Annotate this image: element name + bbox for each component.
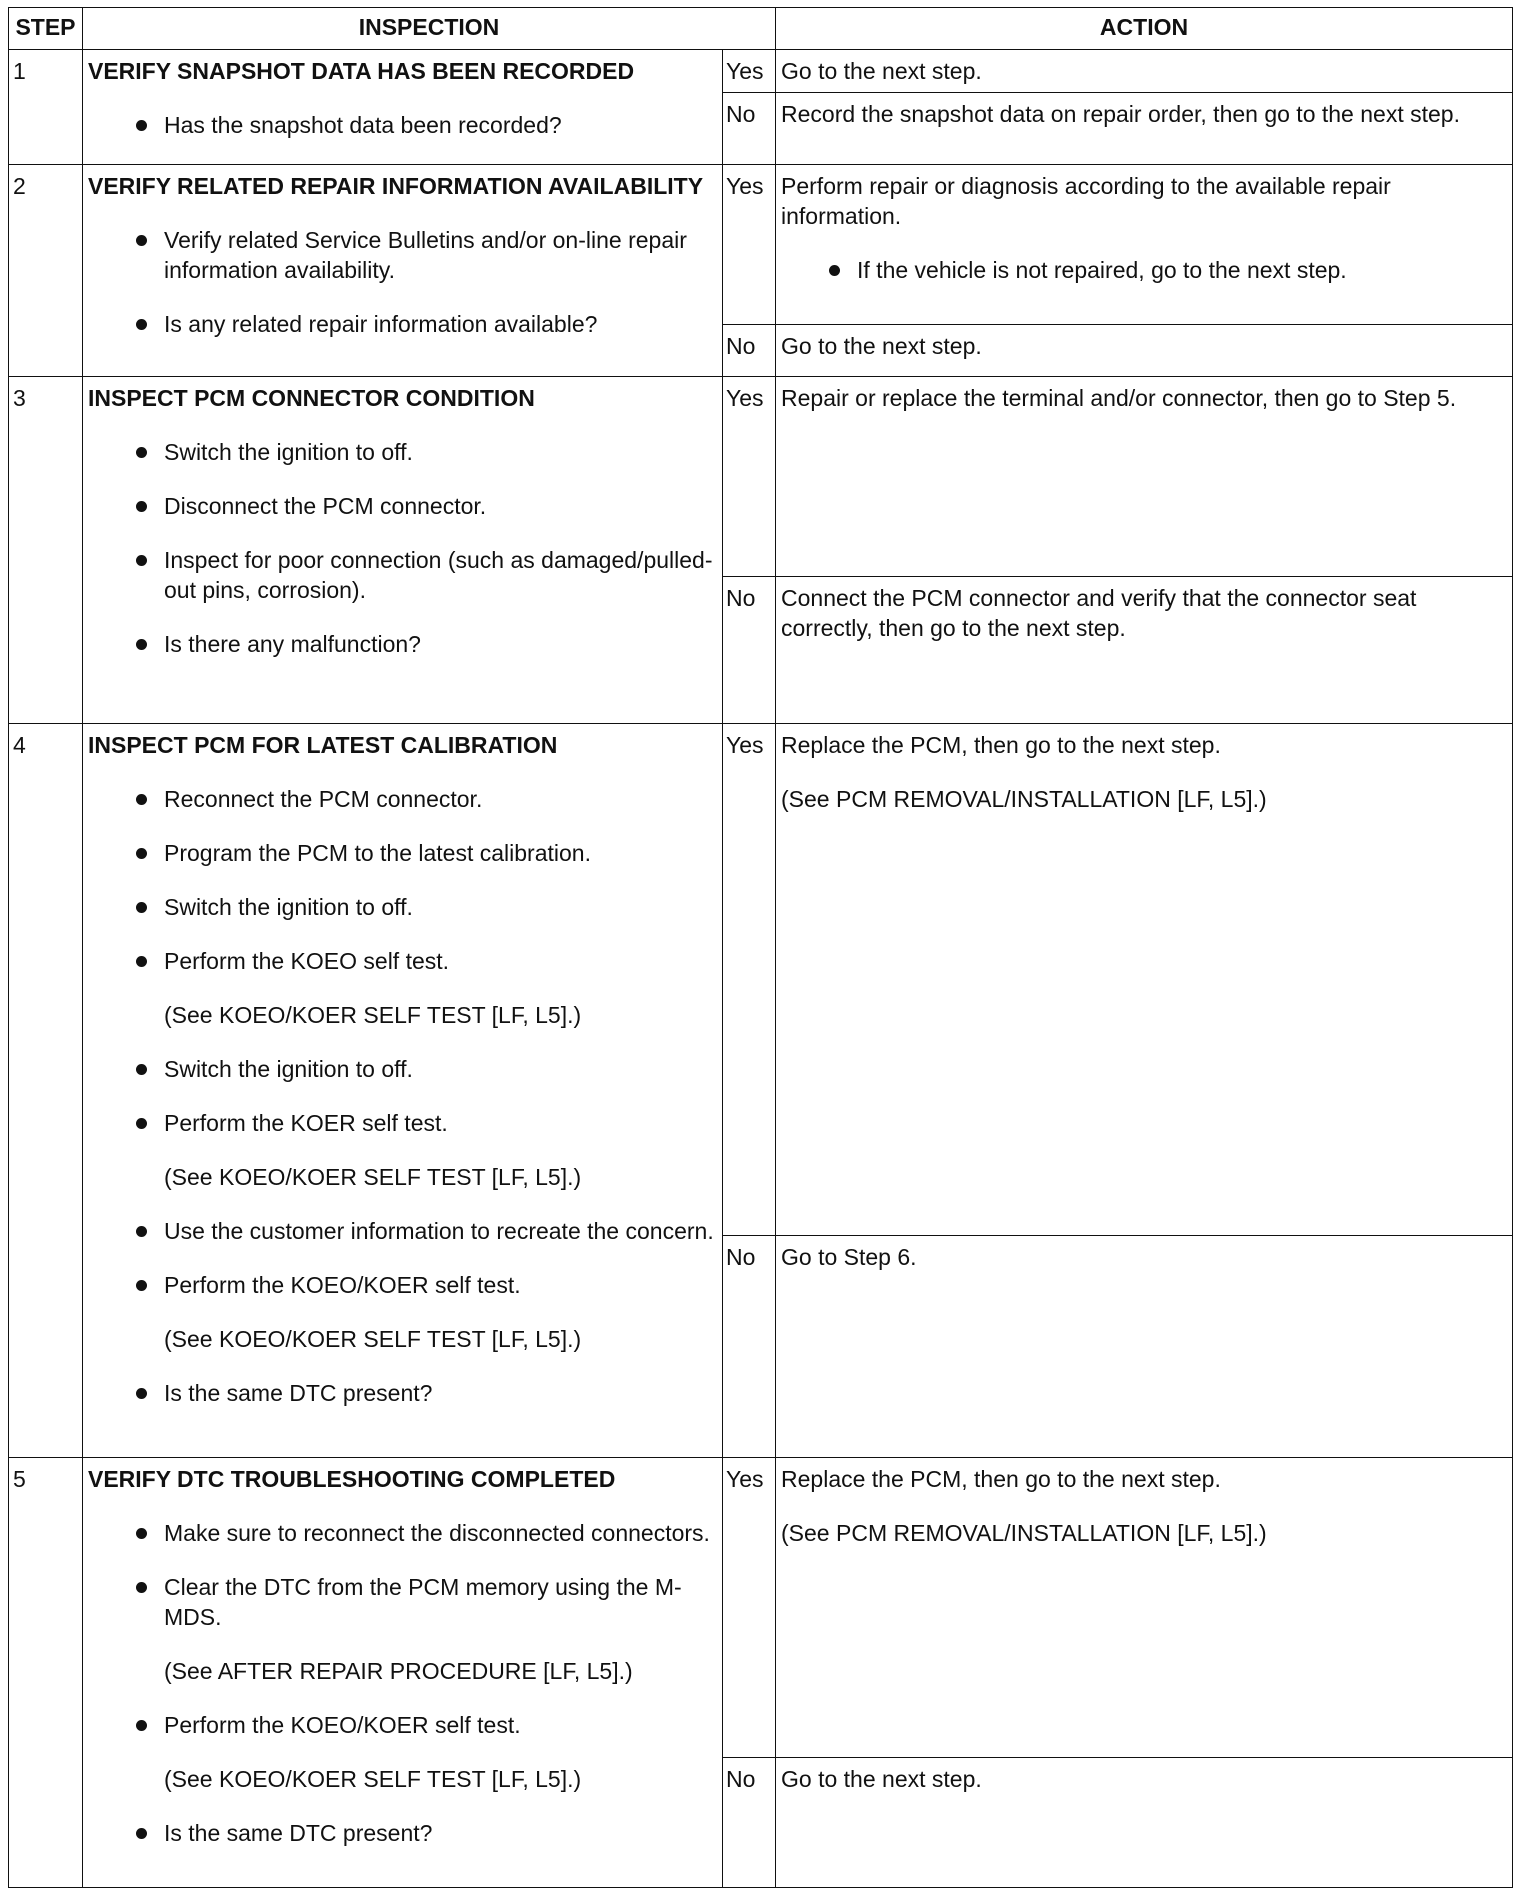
inspection-bullet: Is there any malfunction? (88, 629, 717, 659)
inspection-bullet: Perform the KOER self test. (88, 1108, 717, 1138)
step-4-yes-row (9, 724, 1513, 1236)
step-title: VERIFY RELATED REPAIR INFORMATION AVAILABILITY (88, 173, 704, 199)
no-action: Record the snapshot data on repair order, then go to the next step. (776, 93, 1513, 165)
inspection-bullet: Disconnect the PCM connector. (88, 491, 717, 521)
yes-action-bullet: If the vehicle is not repaired, go to the next step. (781, 255, 1507, 285)
inspection-bullet: Program the PCM to the latest calibration. (88, 838, 717, 868)
step-3-yes-row (9, 377, 1513, 577)
inspection-bullet: Perform the KOEO/KOER self test. (88, 1710, 717, 1740)
no-label: No (723, 325, 776, 377)
step-number: 1 (9, 50, 83, 165)
no-label: No (723, 1236, 776, 1458)
no-label: No (723, 93, 776, 165)
yes-action-text: Replace the PCM, then go to the next step. (781, 732, 1221, 758)
yes-label: Yes (723, 724, 776, 1236)
yes-label: Yes (723, 1458, 776, 1758)
no-label: No (723, 577, 776, 724)
inspection-bullet: Switch the ignition to off. (88, 892, 717, 922)
inspection-bullet: Is the same DTC present? (88, 1818, 717, 1848)
inspection-reference: (See KOEO/KOER SELF TEST [LF, L5].) (164, 1326, 582, 1352)
yes-action: Go to the next step. (776, 50, 1513, 93)
step-number: 2 (9, 165, 83, 377)
inspection-bullet: Switch the ignition to off. (88, 1054, 717, 1084)
inspection-reference: (See KOEO/KOER SELF TEST [LF, L5].) (164, 1002, 582, 1028)
step-inspection (83, 377, 723, 724)
inspection-reference: (See AFTER REPAIR PROCEDURE [LF, L5].) (164, 1658, 633, 1684)
inspection-reference: (See KOEO/KOER SELF TEST [LF, L5].) (164, 1164, 582, 1190)
header-step: STEP (9, 8, 83, 50)
diagnostic-table (8, 7, 1513, 1888)
step-title: VERIFY DTC TROUBLESHOOTING COMPLETED (88, 1466, 616, 1492)
inspection-bullet: Inspect for poor connection (such as damaged/pulled-out pins, corrosion). (88, 545, 717, 605)
inspection-bullet: Clear the DTC from the PCM memory using the M-MDS. (88, 1572, 717, 1632)
inspection-bullet: Is the same DTC present? (88, 1378, 717, 1408)
step-number: 4 (9, 724, 83, 1458)
no-action: Connect the PCM connector and verify that the connector seat correctly, then go to the next step. (776, 577, 1513, 724)
step-title: INSPECT PCM FOR LATEST CALIBRATION (88, 732, 558, 758)
yes-action (776, 165, 1513, 325)
step-title: VERIFY SNAPSHOT DATA HAS BEEN RECORDED (88, 58, 635, 84)
no-action: Go to Step 6. (776, 1236, 1513, 1458)
step-inspection (83, 50, 723, 165)
yes-action-text: Replace the PCM, then go to the next step. (781, 1466, 1221, 1492)
inspection-bullet: Switch the ignition to off. (88, 437, 717, 467)
yes-action-reference: (See PCM REMOVAL/INSTALLATION [LF, L5].) (781, 786, 1267, 812)
header-action: ACTION (776, 8, 1513, 50)
no-label: No (723, 1758, 776, 1888)
step-title: INSPECT PCM CONNECTOR CONDITION (88, 385, 535, 411)
inspection-bullet: Perform the KOEO/KOER self test. (88, 1270, 717, 1300)
inspection-bullet: Perform the KOEO self test. (88, 946, 717, 976)
step-inspection (83, 724, 723, 1458)
step-2-yes-row (9, 165, 1513, 325)
header-row (9, 8, 1513, 50)
inspection-bullet: Use the customer information to recreate the concern. (88, 1216, 717, 1246)
inspection-bullet: Verify related Service Bulletins and/or on-line repair information availability. (88, 225, 717, 285)
yes-action-text: Perform repair or diagnosis according to the available repair information. (781, 173, 1391, 229)
inspection-bullet: Is any related repair information available? (88, 309, 717, 339)
step-number: 3 (9, 377, 83, 724)
header-inspection: INSPECTION (83, 8, 776, 50)
yes-action (776, 1458, 1513, 1758)
inspection-bullet: Make sure to reconnect the disconnected connectors. (88, 1518, 717, 1548)
yes-label: Yes (723, 50, 776, 93)
step-inspection (83, 1458, 723, 1888)
step-inspection (83, 165, 723, 377)
step-number: 5 (9, 1458, 83, 1888)
yes-label: Yes (723, 377, 776, 577)
no-action: Go to the next step. (776, 325, 1513, 377)
no-action: Go to the next step. (776, 1758, 1513, 1888)
step-1-yes-row (9, 50, 1513, 93)
yes-action (776, 724, 1513, 1236)
step-5-yes-row (9, 1458, 1513, 1758)
yes-action: Repair or replace the terminal and/or connector, then go to Step 5. (776, 377, 1513, 577)
inspection-bullet: Reconnect the PCM connector. (88, 784, 717, 814)
yes-action-reference: (See PCM REMOVAL/INSTALLATION [LF, L5].) (781, 1520, 1267, 1546)
inspection-reference: (See KOEO/KOER SELF TEST [LF, L5].) (164, 1766, 582, 1792)
inspection-bullet: Has the snapshot data been recorded? (88, 110, 717, 140)
yes-label: Yes (723, 165, 776, 325)
